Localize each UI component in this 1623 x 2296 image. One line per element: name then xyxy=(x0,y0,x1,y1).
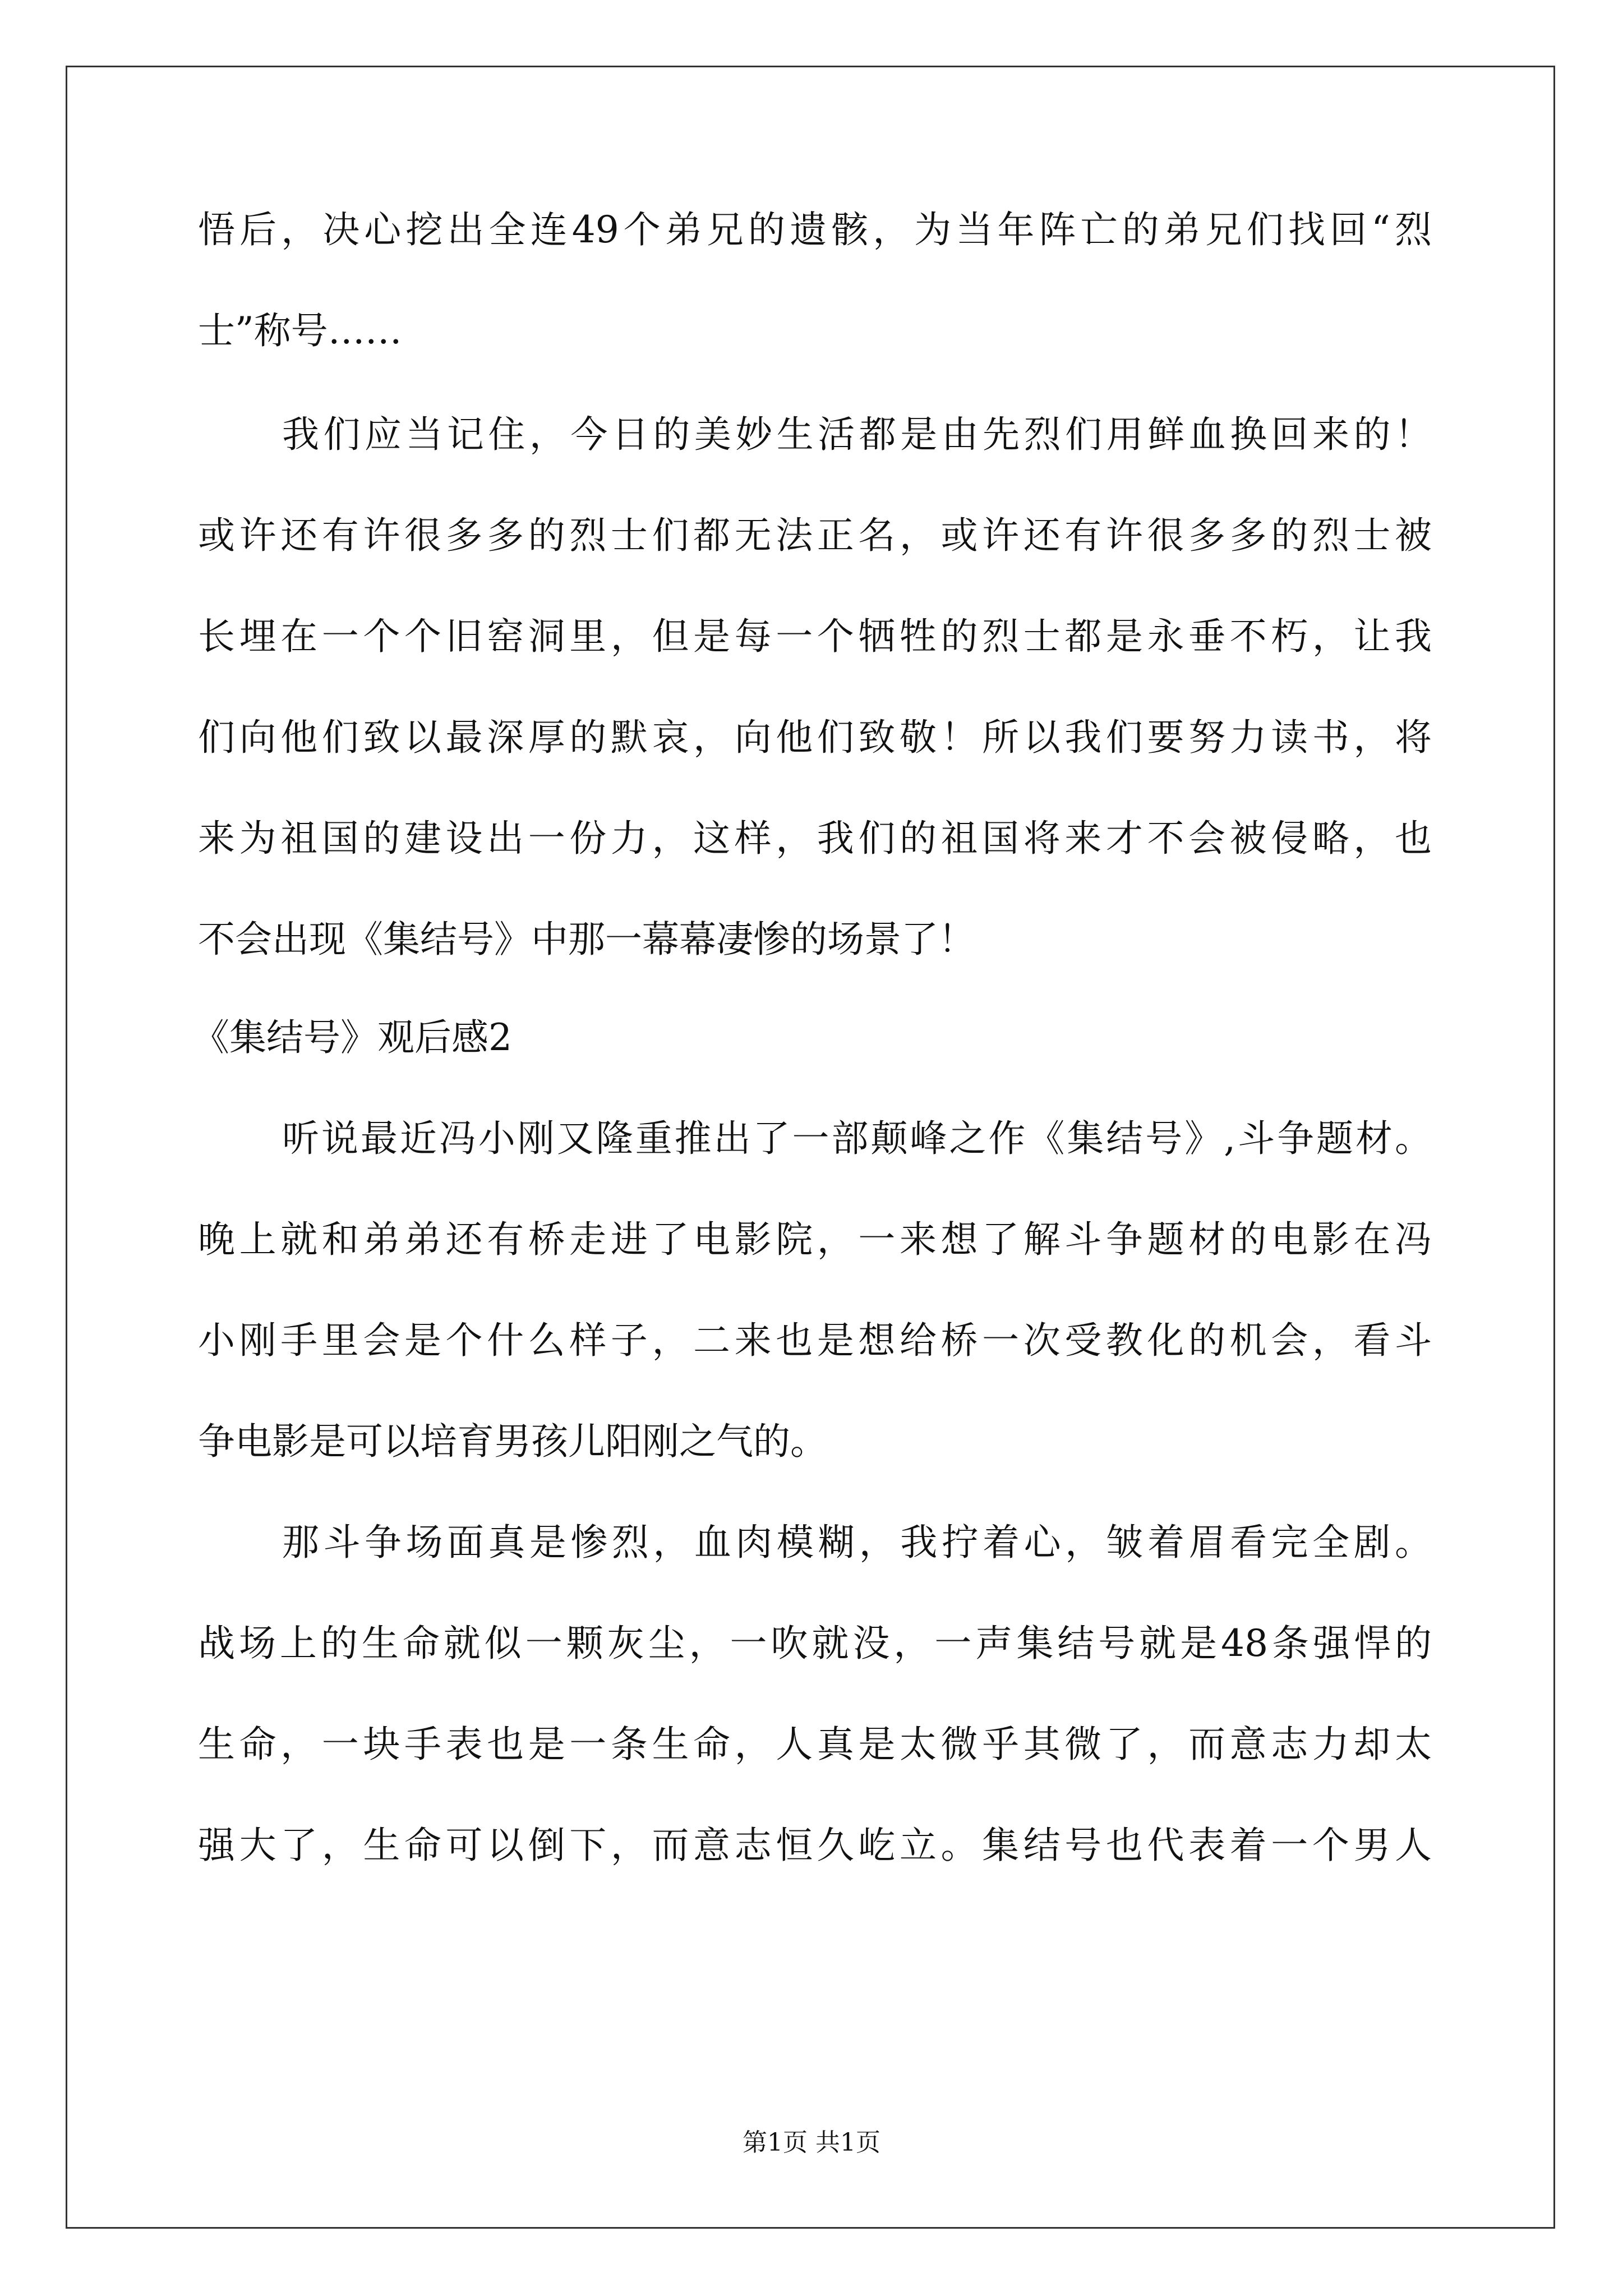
text-line: 强大了，生命可以倒下，而意志恒久屹立。集结号也代表着一个男人 xyxy=(198,1824,1432,1867)
text-line: 小刚手里会是个什么样子，二来也是想给桥一次受教化的机会，看斗 xyxy=(198,1319,1432,1362)
paragraph-first-line: 我们应当记住，今日的美妙生活都是由先烈们用鲜血换回来的！ xyxy=(282,413,1432,456)
text-line: 士”称号…… xyxy=(198,309,402,352)
text-line: 不会出现《集结号》中那一幕幕凄惨的场景了！ xyxy=(198,918,975,961)
page-footer: 第1页 共1页 xyxy=(743,2128,880,2157)
text-line: 长埋在一个个旧窑洞里，但是每一个牺牲的烈士都是永垂不朽，让我 xyxy=(198,615,1432,658)
text-line: 悟后，决心挖出全连49个弟兄的遗骸，为当年阵亡的弟兄们找回“烈 xyxy=(198,208,1432,251)
paragraph-first-line: 听说最近冯小刚又隆重推出了一部颠峰之作《集结号》,斗争题材。 xyxy=(282,1117,1432,1160)
section-heading: 《集结号》观后感2 xyxy=(192,1016,512,1059)
text-line: 来为祖国的建设出一份力，这样，我们的祖国将来才不会被侵略，也 xyxy=(198,817,1432,860)
paragraph-first-line: 那斗争场面真是惨烈，血肉模糊，我拧着心，皱着眉看完全剧。 xyxy=(282,1521,1432,1564)
text-line: 或许还有许很多多的烈士们都无法正名，或许还有许很多多的烈士被 xyxy=(198,514,1432,557)
text-line: 争电影是可以培育男孩儿阳刚之气的。 xyxy=(198,1420,827,1463)
text-line: 晚上就和弟弟还有桥走进了电影院，一来想了解斗争题材的电影在冯 xyxy=(198,1218,1432,1261)
text-line: 们向他们致以最深厚的默哀，向他们致敬！所以我们要努力读书，将 xyxy=(198,716,1432,759)
text-line: 生命，一块手表也是一条生命，人真是太微乎其微了，而意志力却太 xyxy=(198,1723,1432,1766)
text-line: 战场上的生命就似一颗灰尘，一吹就没，一声集结号就是48条强悍的 xyxy=(198,1622,1432,1665)
